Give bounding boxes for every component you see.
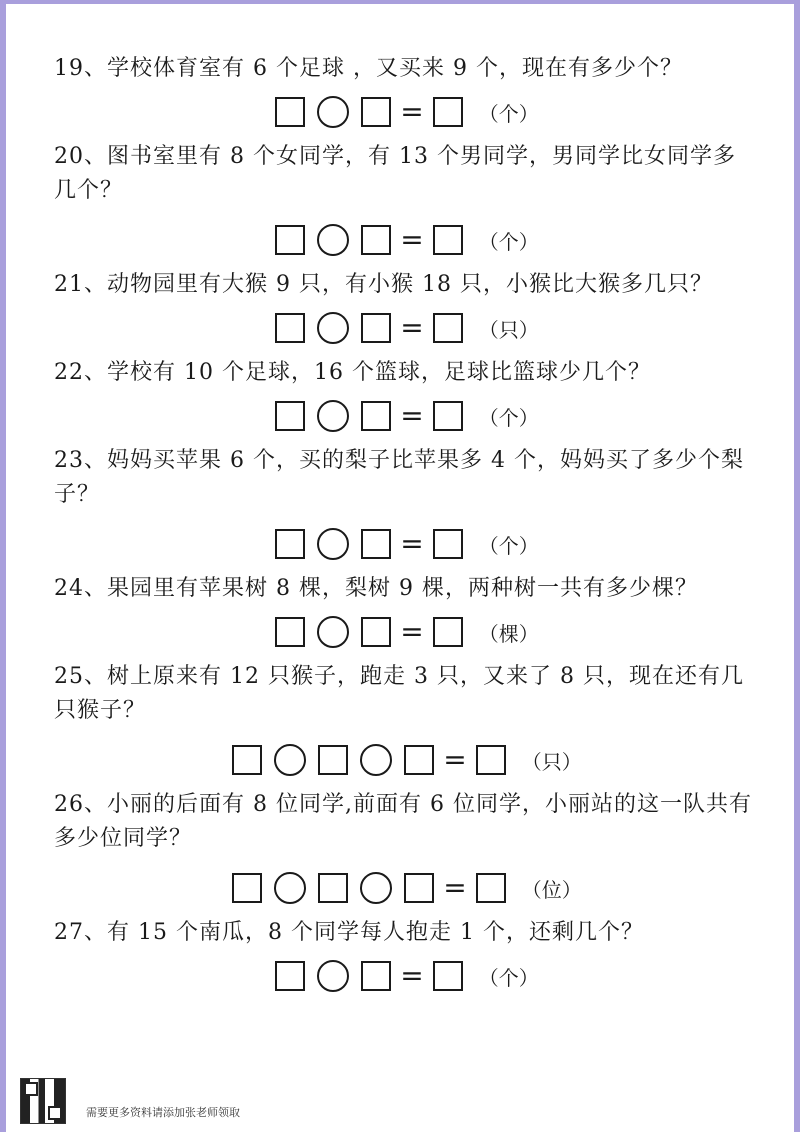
result-box[interactable] [476,873,506,903]
answer-equation [54,956,754,996]
question-text: 19、学校体育室有 6 个足球 ，又买来 9 个，现在有多少个？ [54,56,683,81]
answer-box[interactable] [275,401,305,431]
answer-box[interactable] [361,401,391,431]
answer-equation [54,308,754,348]
equals-sign: = [400,399,424,432]
result-box[interactable] [433,225,463,255]
equals-sign: = [400,95,424,128]
answer-box[interactable] [275,529,305,559]
answer-equation [54,524,754,564]
operator-circle[interactable] [317,528,349,560]
answer-box[interactable] [232,873,262,903]
answer-box[interactable] [361,961,391,991]
answer-box[interactable] [404,745,434,775]
answer-equation [54,868,754,908]
question-22 [54,356,754,436]
question-23 [54,444,754,564]
answer-equation [54,396,754,436]
unit-label: （个） [478,405,539,430]
unit-label: （个） [478,229,539,254]
answer-box[interactable] [361,225,391,255]
operator-circle[interactable] [317,312,349,344]
answer-box[interactable] [361,313,391,343]
answer-box[interactable] [275,225,305,255]
question-text: 23、妈妈买苹果 6 个，买的梨子比苹果多 4 个，妈妈买了多少个梨子？ [54,448,744,507]
answer-box[interactable] [275,97,305,127]
equals-sign: = [400,959,424,992]
result-box[interactable] [433,97,463,127]
answer-box[interactable] [404,873,434,903]
answer-equation [54,612,754,652]
question-20 [54,140,754,260]
equals-sign: = [400,615,424,648]
result-box[interactable] [476,745,506,775]
answer-box[interactable] [318,873,348,903]
question-19 [54,52,754,132]
footer [20,1076,320,1124]
operator-circle[interactable] [360,744,392,776]
question-text: 26、小丽的后面有 8 位同学,前面有 6 位同学，小丽站的这一队共有多少位同学？ [54,792,752,851]
result-box[interactable] [433,961,463,991]
question-24 [54,572,754,652]
answer-box[interactable] [318,745,348,775]
result-box[interactable] [433,313,463,343]
result-box[interactable] [433,529,463,559]
answer-equation [54,92,754,132]
qr-code-icon [20,1078,66,1124]
unit-label: （只） [478,317,539,342]
answer-box[interactable] [361,617,391,647]
equals-sign: = [400,527,424,560]
question-27 [54,916,754,996]
equals-sign: = [400,311,424,344]
question-text: 25、树上原来有 12 只猴子，跑走 3 只，又来了 8 只，现在还有几只猴子？ [54,664,744,723]
footer-note: 需要更多资料请添加张老师领取 [86,1106,240,1119]
answer-box[interactable] [361,97,391,127]
unit-label: （个） [478,101,539,126]
question-text: 24、果园里有苹果树 8 棵，梨树 9 棵，两种树一共有多少棵？ [54,576,698,601]
result-box[interactable] [433,401,463,431]
operator-circle[interactable] [317,960,349,992]
operator-circle[interactable] [317,96,349,128]
operator-circle[interactable] [317,224,349,256]
question-text: 27、有 15 个南瓜，8 个同学每人抱走 1 个，还剩几个？ [54,920,644,945]
answer-box[interactable] [232,745,262,775]
question-text: 22、学校有 10 个足球，16 个篮球，足球比篮球少几个？ [54,360,651,385]
unit-label: （棵） [478,621,539,646]
equals-sign: = [443,743,467,776]
unit-label: （只） [521,749,582,774]
question-text: 20、图书室里有 8 个女同学，有 13 个男同学，男同学比女同学多几个？ [54,144,736,203]
unit-label: （位） [521,877,582,902]
question-26 [54,788,754,908]
operator-circle[interactable] [317,616,349,648]
equals-sign: = [443,871,467,904]
operator-circle[interactable] [274,744,306,776]
question-text: 21、动物园里有大猴 9 只，有小猴 18 只，小猴比大猴多几只？ [54,272,713,297]
answer-box[interactable] [361,529,391,559]
answer-box[interactable] [275,961,305,991]
operator-circle[interactable] [360,872,392,904]
answer-equation [54,220,754,260]
worksheet [54,52,754,1004]
unit-label: （个） [478,533,539,558]
answer-box[interactable] [275,313,305,343]
answer-box[interactable] [275,617,305,647]
question-25 [54,660,754,780]
operator-circle[interactable] [317,400,349,432]
operator-circle[interactable] [274,872,306,904]
equals-sign: = [400,223,424,256]
question-21 [54,268,754,348]
answer-equation [54,740,754,780]
result-box[interactable] [433,617,463,647]
unit-label: （个） [478,965,539,990]
